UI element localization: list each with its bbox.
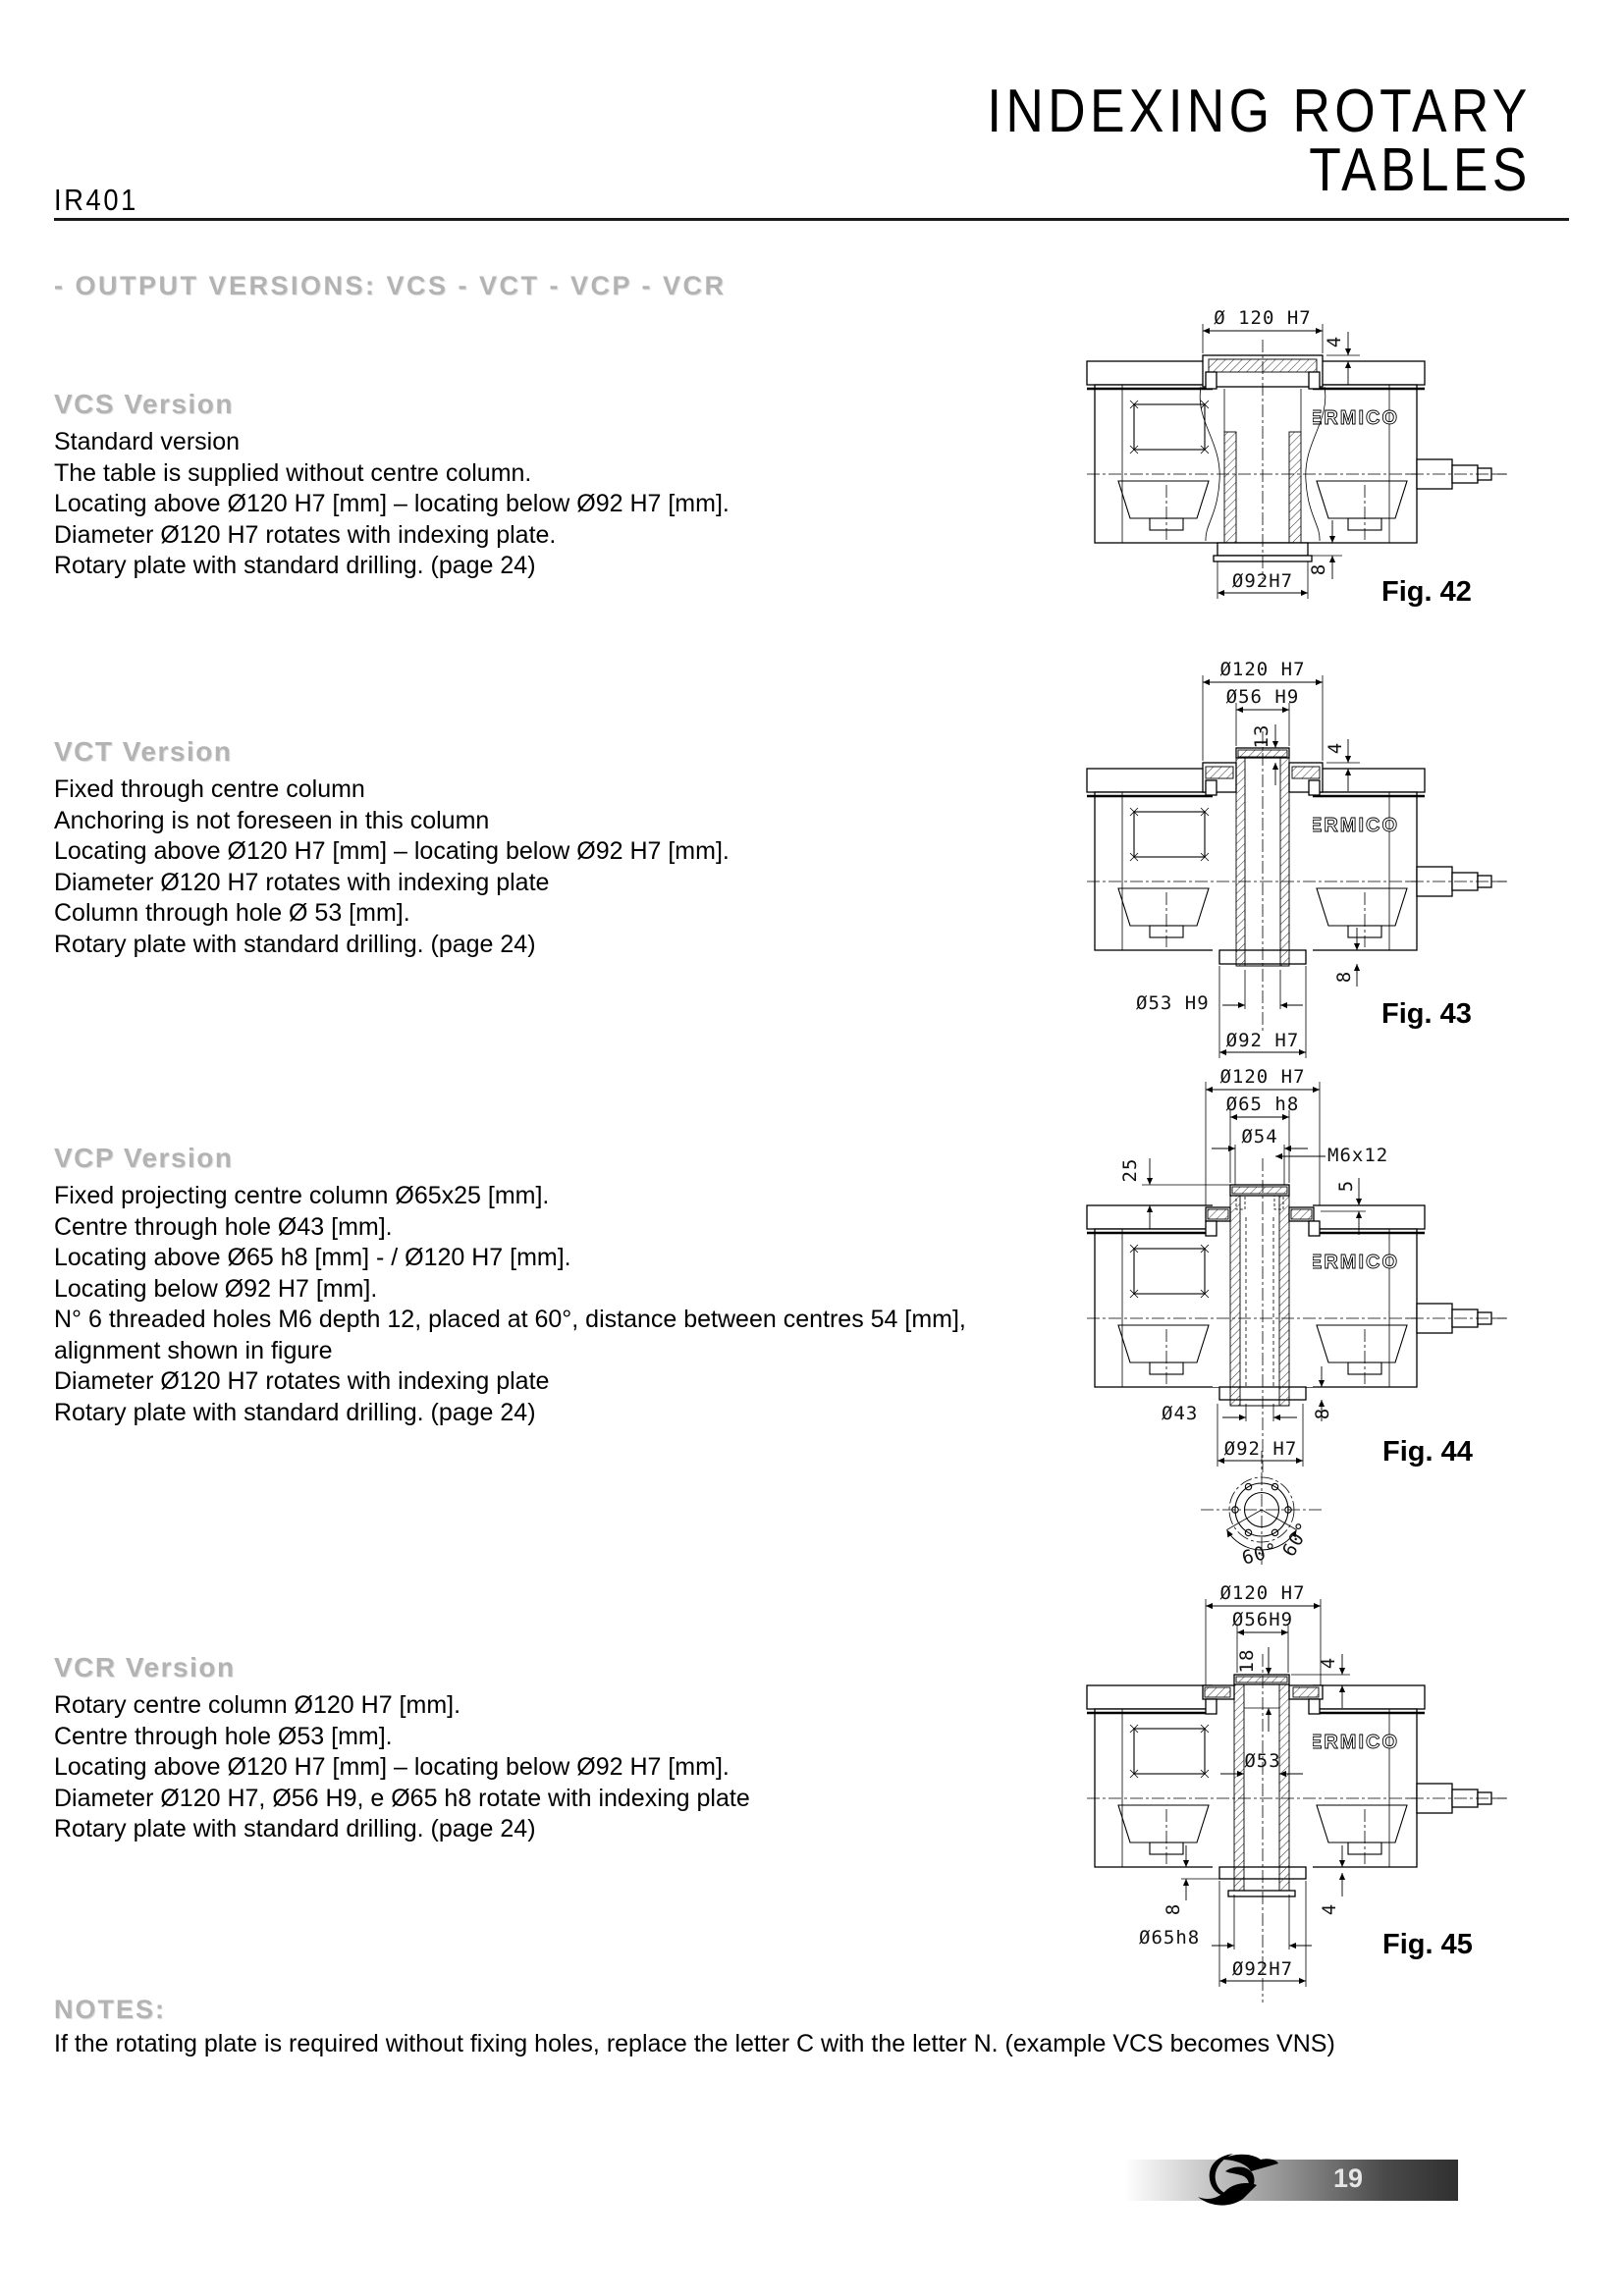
vct-heading: VCT Version — [54, 736, 233, 767]
vct-line: Rotary plate with standard drilling. (page 24) — [54, 930, 536, 958]
svg-text:60°: 60° — [1239, 1538, 1281, 1570]
vcp-line: Locating above Ø65 h8 [mm] - / Ø120 H7 [mm]. — [54, 1244, 571, 1271]
vcr-line: Locating above Ø120 H7 [mm] – locating below Ø92 H7 [mm]. — [54, 1753, 730, 1781]
notes-text: If the rotating plate is required without fixing holes, replace the letter C with the letter N. (example VCS becomes VNS) — [54, 2030, 1335, 2057]
svg-text:4: 4 — [1319, 1902, 1340, 1916]
svg-text:Ø56H9: Ø56H9 — [1231, 1609, 1294, 1630]
vcp-line: Diameter Ø120 H7 rotates with indexing plate — [54, 1367, 550, 1395]
svg-text:8: 8 — [1333, 970, 1355, 984]
vcs-line: Rotary plate with standard drilling. (page 24) — [54, 552, 536, 579]
vcr-line: Diameter Ø120 H7, Ø56 H9, e Ø65 h8 rotate with indexing plate — [54, 1784, 750, 1812]
figure-44-drawing — [1075, 1060, 1546, 1571]
vcr-line: Centre through hole Ø53 [mm]. — [54, 1722, 393, 1750]
fig45-caption: Fig. 45 — [1382, 1929, 1473, 1960]
svg-text:18: 18 — [1236, 1648, 1258, 1674]
section-heading: - OUTPUT VERSIONS: VCS - VCT - VCP - VCR — [54, 271, 727, 300]
notes-heading: NOTES: — [54, 1995, 167, 2024]
svg-text:13: 13 — [1251, 723, 1272, 749]
svg-text:8: 8 — [1308, 562, 1329, 576]
svg-text:Ø120 H7: Ø120 H7 — [1219, 1066, 1306, 1088]
vcp-line: Centre through hole Ø43 [mm]. — [54, 1212, 393, 1241]
fig45-dim-d120 — [1206, 1582, 1321, 1685]
vcp-version-block — [54, 1143, 1055, 1428]
vcp-line: N° 6 threaded holes M6 depth 12, placed at 60°, distance between centres 54 [mm], — [54, 1306, 966, 1333]
company-logo-icon — [1182, 2150, 1290, 2215]
vcr-line: Rotary plate with standard drilling. (page 24) — [54, 1815, 536, 1842]
svg-text:M6x12: M6x12 — [1327, 1145, 1389, 1166]
fig44-dim-d54 — [1212, 1126, 1308, 1185]
page-title-line1: INDEXING ROTARY — [987, 78, 1532, 145]
footer-bar — [1124, 2160, 1458, 2201]
figure-42-drawing — [1075, 285, 1546, 628]
vcs-heading: VCS Version — [54, 389, 235, 419]
svg-text:Ø92 H7: Ø92 H7 — [1223, 1438, 1298, 1460]
svg-text:5: 5 — [1335, 1179, 1357, 1193]
fig44-dim-d92 — [1217, 1404, 1303, 1467]
fig44-caption: Fig. 44 — [1382, 1436, 1473, 1468]
svg-text:Ø56 H9: Ø56 H9 — [1225, 686, 1300, 708]
vcs-line: Diameter Ø120 H7 rotates with indexing plate. — [54, 520, 557, 549]
header-rule — [54, 218, 1569, 221]
svg-text:25: 25 — [1119, 1157, 1141, 1183]
vcp-heading: VCP Version — [54, 1143, 234, 1173]
vcp-line: Rotary plate with standard drilling. (page 24) — [54, 1398, 536, 1426]
svg-text:Ø53 H9: Ø53 H9 — [1136, 992, 1210, 1014]
vct-version-block — [54, 736, 1055, 960]
svg-text:Ø43: Ø43 — [1162, 1403, 1199, 1424]
vcr-heading: VCR Version — [54, 1652, 236, 1682]
svg-text:Ø65h8: Ø65h8 — [1139, 1927, 1201, 1949]
figure-43-drawing — [1075, 638, 1546, 1060]
page-title — [987, 78, 1532, 204]
page-number: 19 — [1333, 2163, 1364, 2193]
vct-line: Locating above Ø120 H7 [mm] – locating below Ø92 H7 [mm]. — [54, 837, 730, 865]
model-code: IR401 — [54, 183, 139, 217]
svg-text:Ø92H7: Ø92H7 — [1231, 570, 1294, 592]
vcr-version-block — [54, 1652, 1055, 1845]
svg-text:8: 8 — [1312, 1407, 1333, 1420]
svg-text:Ø120 H7: Ø120 H7 — [1219, 659, 1306, 680]
svg-text:Ø53: Ø53 — [1244, 1750, 1281, 1772]
fig44-bolt-circle-view — [1201, 1451, 1323, 1570]
svg-text:Ø120 H7: Ø120 H7 — [1219, 1582, 1306, 1604]
svg-text:8: 8 — [1163, 1902, 1184, 1916]
svg-text:4: 4 — [1324, 335, 1345, 348]
svg-text:Ø92H7: Ø92H7 — [1231, 1958, 1294, 1980]
vct-line: Column through hole Ø 53 [mm]. — [54, 899, 410, 927]
svg-text:4: 4 — [1325, 741, 1346, 755]
svg-text:4: 4 — [1318, 1656, 1339, 1670]
svg-text:Ø54: Ø54 — [1241, 1126, 1278, 1148]
svg-text:Ø65 h8: Ø65 h8 — [1225, 1094, 1300, 1115]
fig44-dim-m6x12 — [1275, 1145, 1388, 1166]
fig42-caption: Fig. 42 — [1381, 576, 1472, 608]
vcp-line: alignment shown in figure — [54, 1336, 333, 1364]
svg-text:Ø92 H7: Ø92 H7 — [1225, 1030, 1300, 1051]
fig43-caption: Fig. 43 — [1381, 998, 1472, 1030]
figure-45-drawing — [1075, 1571, 1546, 2022]
svg-text:60°: 60° — [1277, 1518, 1316, 1561]
svg-text:Ø 120 H7: Ø 120 H7 — [1214, 307, 1312, 329]
vcs-line: The table is supplied without centre column. — [54, 458, 532, 487]
vcs-version-block — [54, 389, 1055, 582]
vcs-line: Standard version — [54, 428, 241, 455]
page-title-line2: TABLES — [1309, 136, 1532, 204]
vcp-line: Fixed projecting centre column Ø65x25 [mm]. — [54, 1182, 550, 1209]
vct-line: Anchoring is not foreseen in this column — [54, 806, 490, 834]
vcr-line: Rotary centre column Ø120 H7 [mm]. — [54, 1691, 461, 1719]
fig45-dim-d65 — [1139, 1895, 1312, 1949]
vct-line: Diameter Ø120 H7 rotates with indexing plate — [54, 868, 550, 896]
vcp-line: Locating below Ø92 H7 [mm]. — [54, 1274, 378, 1303]
vcs-line: Locating above Ø120 H7 [mm] – locating below Ø92 H7 [mm]. — [54, 490, 730, 517]
vct-line: Fixed through centre column — [54, 775, 365, 803]
